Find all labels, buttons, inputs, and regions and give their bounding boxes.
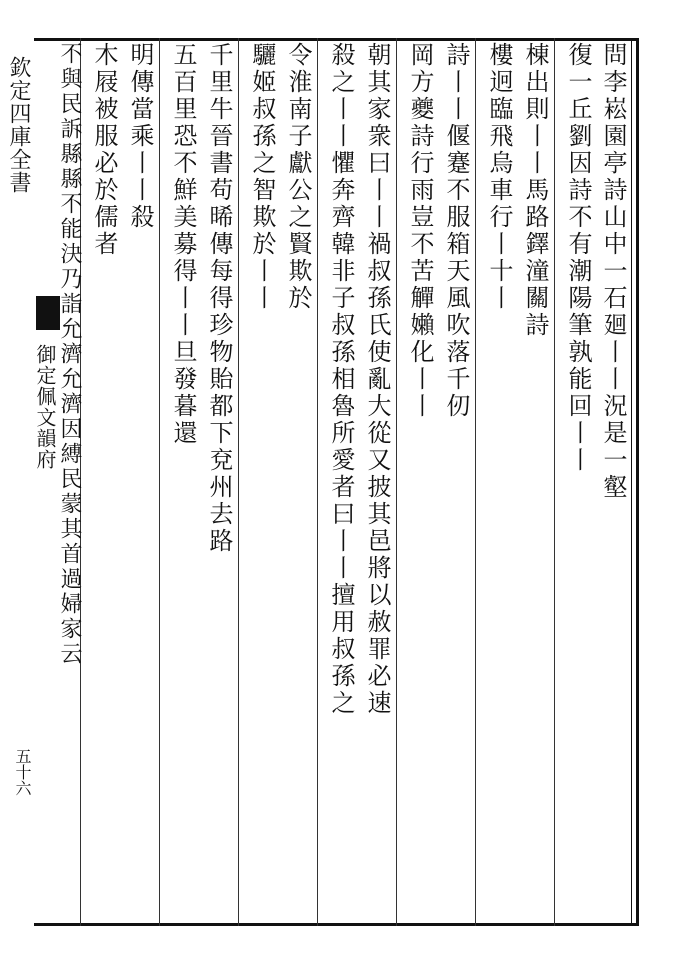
margin-top-label: 欽定四庫全書 <box>6 56 31 194</box>
text-column-10: 驪姬叔孫之智欺於丨丨 <box>248 42 276 312</box>
text-column-13: 明傳當乘丨丨殺 <box>126 42 154 231</box>
column-rule <box>554 38 555 926</box>
column-rule <box>475 38 476 926</box>
column-rule <box>159 38 160 926</box>
text-column-9: 令淮南子獻公之賢欺於 <box>284 42 312 312</box>
page-number: 五十六 <box>13 748 32 796</box>
text-column-14: 木屐被服必於儒者 <box>90 42 118 258</box>
text-column-2: 復一丘劉因詩不有潮陽筆孰能回丨丨 <box>564 42 592 474</box>
column-rule <box>317 38 318 926</box>
text-column-12: 五百里恐不鮮美募得丨丨旦發暮還 <box>169 42 197 447</box>
text-column-4: 樓迥臨飛烏車行丨十丨 <box>485 42 513 312</box>
text-column-15: 不與民訴縣縣不能決乃詣允濟允濟因縛民蒙其首過婦家云 <box>57 42 82 667</box>
text-column-8: 殺之丨丨懼奔齊韓非子叔孫相魯所愛者曰丨丨擅用叔孫之 <box>327 42 355 717</box>
column-rule <box>396 38 397 926</box>
column-rule <box>238 38 239 926</box>
text-column-6: 岡方夔詩行雨豈不苦觶嬾化丨丨 <box>406 42 434 420</box>
margin-book-title: 御定佩文韻府 <box>33 344 57 470</box>
text-column-1: 問李崧園亭詩山中一石廻丨丨況是一壑 <box>599 42 627 501</box>
text-column-11: 千里牛晉書苟晞傳每得珍物貽都下兗州去路 <box>205 42 233 555</box>
text-column-3: 棟出則丨丨馬路鐸潼關詩 <box>521 42 549 339</box>
text-column-5: 詩丨丨偃蹇不服箱天風吹落千仞 <box>442 42 470 420</box>
text-column-7: 朝其家衆曰丨丨禍叔孫氏使亂大從又披其邑將以赦罪必速 <box>363 42 391 717</box>
